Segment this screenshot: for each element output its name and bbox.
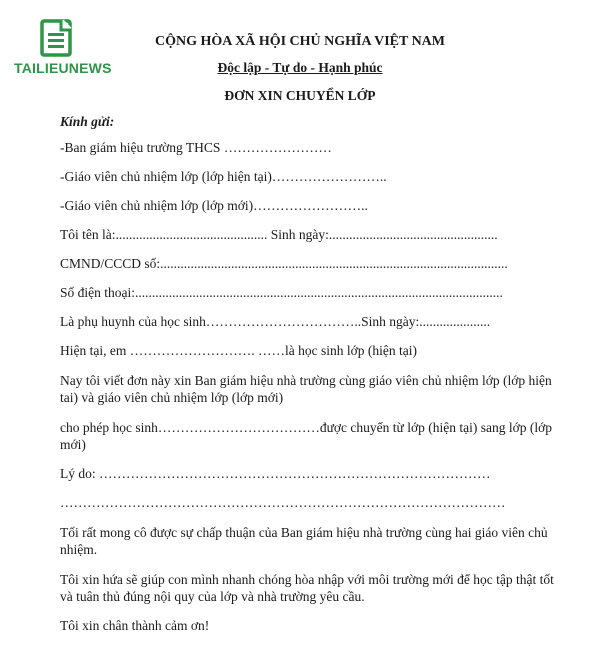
request-paragraph: Nay tôi viết đơn này xin Ban giám hiệu nhà trường cùng giáo viên chủ nhiệm lớp (lớp hiện tai) và giáo viên chủ nhiệm lớp (lớp mới) — [60, 373, 552, 405]
motto-heading: Độc lập - Tự do - Hạnh phúc — [217, 60, 383, 75]
permit-paragraph: cho phép học sinh………………………………được chuyển từ lớp (hiện tại) sang lớp (lớp mới) — [60, 420, 552, 452]
thanks-line: Tôi xin chân thành cảm ơn! — [60, 618, 210, 633]
reason-line: Lý do: …………………………………………………………………………… — [60, 466, 491, 481]
logo-text: TAILIEUNEWS — [14, 60, 112, 76]
site-logo — [14, 18, 112, 76]
recipient-new-teacher: -Giáo viên chủ nhiệm lớp (lớp mới)…………………….. — [60, 198, 368, 213]
document-title: ĐƠN XIN CHUYỂN LỚP — [224, 88, 376, 103]
promise-paragraph: Tôi xin hứa sẽ giúp con mình nhanh chóng hòa nhập với môi trường mới để học tập thật tốt và tuân thủ đúng nội quy của lớp và nhà trường yêu cầu. — [60, 572, 554, 604]
phone-field-line: Số điện thoại:............................................................................................................. — [60, 285, 503, 300]
id-field-line: CMND/CCCD số:....................................................................................................... — [60, 256, 508, 271]
recipient-current-teacher: -Giáo viên chủ nhiệm lớp (lớp hiện tại)…………………….. — [60, 169, 387, 184]
hope-paragraph: Tối rất mong cô được sự chấp thuận của Ban giám hiệu nhà trường cùng hai giáo viên chủ nhiệm. — [60, 525, 548, 557]
letter-body — [60, 114, 570, 647]
nation-heading: CỘNG HÒA XÃ HỘI CHỦ NGHĨA VIỆT NAM — [154, 34, 445, 49]
current-class-line: Hiện tại, em ………………………. ……là học sinh lớp (hiện tại) — [60, 343, 417, 358]
salutation: Kính gửi: — [60, 114, 115, 129]
parent-field-line: Là phụ huynh của học sinh……………………………..Sinh ngày:..................... — [60, 314, 491, 329]
document-icon — [39, 18, 73, 58]
recipient-principal: -Ban giám hiệu trường THCS …………………… — [60, 140, 332, 155]
name-field-line: Tôi tên là:............................................. Sinh ngày:.................................................. — [60, 227, 498, 242]
reason-continuation-line: ……………………………………………………………………………………… — [60, 495, 506, 510]
